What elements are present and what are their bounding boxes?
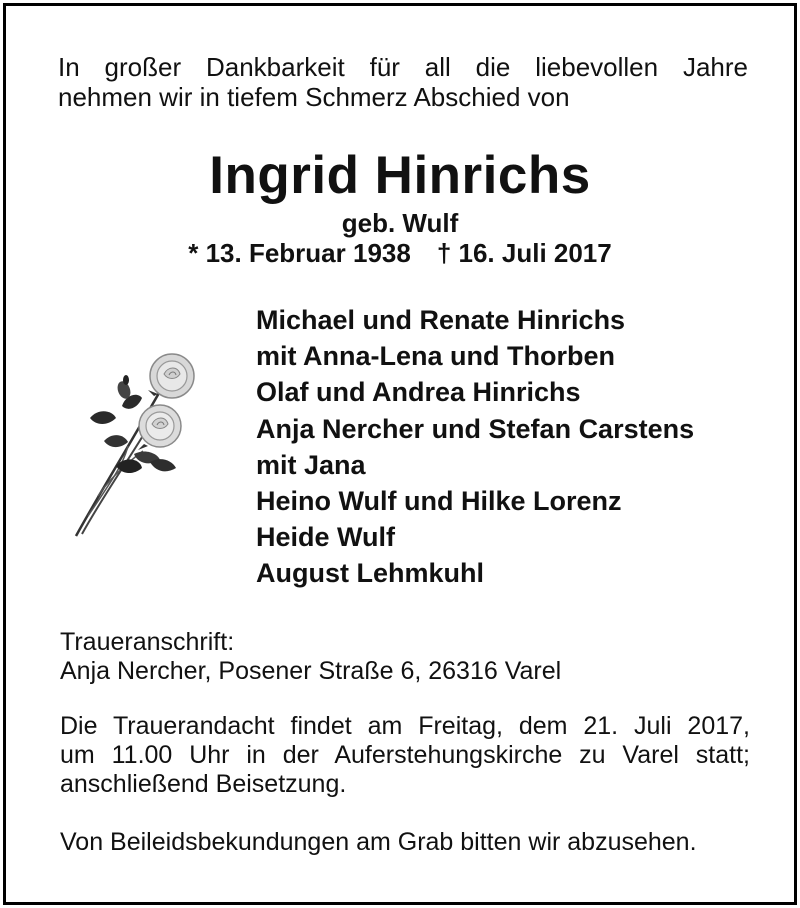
- mourners-list: [256, 302, 694, 592]
- mourner-line: Heino Wulf und Hilke Lorenz: [256, 486, 622, 517]
- address-line: Anja Nercher, Posener Straße 6, 26316 Varel: [60, 657, 562, 685]
- mourner-line: Anja Nercher und Stefan Carstens: [256, 413, 695, 444]
- mourner-line: mit Jana: [256, 449, 366, 480]
- address-label: Traueranschrift:: [60, 628, 235, 656]
- rose-icon: [68, 346, 208, 546]
- mourner-line: Michael und Renate Hinrichs: [256, 305, 626, 335]
- obituary-notice: [3, 3, 797, 905]
- mourning-address: [60, 628, 750, 686]
- service-line-2: um 11.00 Uhr in der Auferstehungskirche zu Varel statt;: [60, 741, 750, 769]
- mourner-line: August Lehmkuhl: [256, 558, 484, 589]
- birth-date: * 13. Februar 1938: [188, 238, 411, 268]
- intro-line-1: In großer Dankbarkeit für all die liebevollen Jahre: [58, 52, 748, 82]
- deceased-name: Ingrid Hinrichs: [209, 146, 591, 205]
- intro-text: [58, 52, 748, 112]
- birth-name: geb. Wulf: [341, 208, 459, 238]
- mourner-line: Olaf und Andrea Hinrichs: [256, 377, 581, 408]
- service-line-1: Die Trauerandacht findet am Freitag, dem 21. Juli 2017,: [60, 712, 750, 740]
- life-dates: [6, 238, 794, 268]
- death-date: † 16. Juli 2017: [436, 238, 612, 268]
- service-info: [60, 712, 750, 799]
- intro-line-2: nehmen wir in tiefem Schmerz Abschied von: [58, 82, 570, 112]
- closing-note: Von Beileidsbekundungen am Grab bitten wir abzusehen.: [60, 828, 697, 856]
- service-line-3: anschließend Beisetzung.: [60, 770, 347, 798]
- mourner-line: Heide Wulf: [256, 522, 396, 553]
- mourner-line: mit Anna-Lena und Thorben: [256, 341, 615, 372]
